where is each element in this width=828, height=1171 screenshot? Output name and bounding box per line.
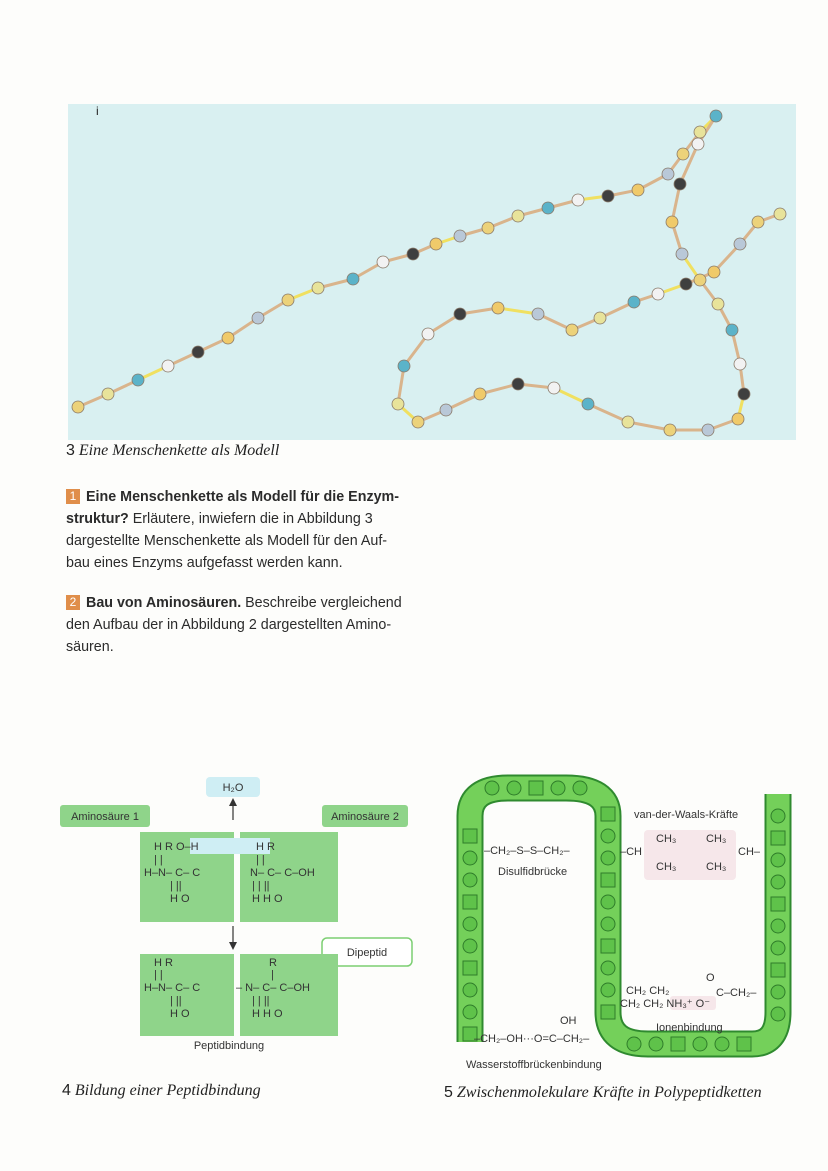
figure5-caption	[444, 1084, 762, 1102]
figure5-caption-number: 5	[444, 1084, 453, 1101]
human-chain-illustration	[68, 104, 796, 440]
task-2-line-1: den Aufbau der in Abbildung 2 dargestellten Amino-	[66, 617, 392, 633]
task-1-line-2: dargestellte Menschenkette als Modell für den Auf-	[66, 533, 388, 549]
task-1-line-1: Erläutere, inwiefern die in Abbildung 3	[128, 511, 373, 527]
chain-person	[774, 208, 786, 220]
amino-acid-bead	[485, 781, 499, 795]
chain-person	[582, 398, 594, 410]
amino-acid-bead	[601, 851, 615, 865]
chain-person	[512, 378, 524, 390]
amino-acid-bead	[627, 1037, 641, 1051]
amino-acid-bead	[771, 853, 785, 867]
figure4-caption-text: Bildung einer Peptidbindung	[74, 1082, 261, 1099]
dipeptide-right-row-5: H H O	[252, 1008, 283, 1020]
chain-person	[680, 278, 692, 290]
amino-acid-bead	[601, 807, 615, 821]
chain-person	[710, 110, 722, 122]
amino1-row-1: H R O–H	[154, 841, 199, 853]
amino2-row-5: H H O	[252, 893, 283, 905]
amino1-row-2: | |	[154, 854, 163, 866]
amino-acid-bead	[463, 873, 477, 887]
chain-person	[566, 324, 578, 336]
chain-person	[652, 288, 664, 300]
chain-person	[430, 238, 442, 250]
human-chain-figure	[68, 104, 796, 440]
chain-person	[222, 332, 234, 344]
chain-person	[734, 358, 746, 370]
amino-acid-bead	[601, 1005, 615, 1019]
corner-mark: i	[96, 104, 99, 118]
chain-person	[602, 190, 614, 202]
chain-person	[392, 398, 404, 410]
wasserstoff-label: Wasserstoffbrückenbindung	[466, 1059, 602, 1071]
chain-person	[492, 302, 504, 314]
amino-acid-bead	[601, 829, 615, 843]
chain-person	[398, 360, 410, 372]
chain-person	[734, 238, 746, 250]
chain-person	[454, 230, 466, 242]
amino-acid-bead	[771, 897, 785, 911]
ion-formula-top: CH₂ CH₂	[626, 985, 670, 997]
amino-acid-bead	[573, 781, 587, 795]
chain-person	[162, 360, 174, 372]
amino-acid-bead	[693, 1037, 707, 1051]
dipeptide-left-row-3: H–N– C– C	[144, 982, 201, 994]
amino-acid-bead	[771, 875, 785, 889]
dipeptide-left-row-5: H O	[170, 1008, 190, 1020]
chain-person	[132, 374, 144, 386]
chain-person	[412, 416, 424, 428]
chain-person	[662, 168, 674, 180]
chain-person	[702, 424, 714, 436]
chain-person	[676, 248, 688, 260]
amino-acid-bead	[463, 851, 477, 865]
task-2	[66, 592, 416, 658]
amino-acid-bead	[601, 895, 615, 909]
task-1-line-3: bau eines Enzyms aufgefasst werden kann.	[66, 555, 343, 571]
chain-person	[192, 346, 204, 358]
dipeptide-right-row-1: R	[269, 957, 277, 969]
chain-person	[666, 216, 678, 228]
amino-acid-bead	[507, 781, 521, 795]
amino-acid-bead	[771, 919, 785, 933]
vdw-right-bottom: CH₃	[706, 861, 727, 873]
human-chain-path	[72, 110, 786, 436]
chain-person	[732, 413, 744, 425]
chain-arm	[588, 404, 628, 422]
amino-acid-bead	[551, 781, 565, 795]
task-2-number: 2	[66, 595, 80, 610]
dipeptide-left-row-4: | ||	[170, 995, 182, 1007]
amino-acid-bead	[601, 939, 615, 953]
vdw-right-mid: CH–	[738, 846, 761, 858]
amino-acid-bead	[463, 939, 477, 953]
amino-acid-bead	[771, 941, 785, 955]
chain-person	[532, 308, 544, 320]
chain-person	[677, 148, 689, 160]
figure4-caption	[62, 1082, 261, 1100]
task-2-line-0: Beschreibe vergleichend	[241, 595, 402, 611]
chain-person	[752, 216, 764, 228]
chain-person	[674, 178, 686, 190]
arrow-down-head	[229, 942, 237, 950]
chain-person	[512, 210, 524, 222]
figure3-caption-number: 3	[66, 442, 75, 459]
dipeptide-right-row-4: | | ||	[252, 995, 270, 1007]
amino-acid-bead	[601, 983, 615, 997]
dipeptide-right-row-3: – N– C– C–OH	[236, 982, 310, 994]
disulfid-formula: –CH₂–S–S–CH₂–	[484, 845, 570, 857]
chain-person	[628, 296, 640, 308]
dipeptide-left-row-1: H R	[154, 957, 173, 969]
task-2-line-2: säuren.	[66, 639, 114, 655]
amino-acid-bead	[463, 1005, 477, 1019]
amino-acid-bead	[463, 983, 477, 997]
amino1-label: Aminosäure 1	[71, 811, 139, 823]
chain-person	[312, 282, 324, 294]
amino1-row-3: H–N– C– C	[144, 867, 201, 879]
chain-person	[712, 298, 724, 310]
chain-person	[664, 424, 676, 436]
peptidbindung-label: Peptidbindung	[193, 1040, 265, 1052]
polypeptide-forces-figure	[448, 774, 796, 1074]
amino-acid-bead	[649, 1037, 663, 1051]
figure4-caption-number: 4	[62, 1082, 71, 1099]
amino-acid-bead	[715, 1037, 729, 1051]
chain-person	[482, 222, 494, 234]
amino2-row-4: | | ||	[252, 880, 270, 892]
chain-person	[548, 382, 560, 394]
disulfid-label: Disulfidbrücke	[498, 866, 568, 878]
chain-person	[542, 202, 554, 214]
vdw-right-top: CH₃	[706, 833, 727, 845]
chain-person	[694, 126, 706, 138]
chain-person	[440, 404, 452, 416]
dipeptide-left-row-2: | |	[154, 969, 163, 981]
oh-label: OH	[560, 1015, 577, 1027]
amino-acid-bead	[771, 985, 785, 999]
water-label: H₂O	[222, 782, 244, 794]
chain-person	[422, 328, 434, 340]
hbond-formula: –CH₂–OH···O=C–CH₂–	[474, 1033, 590, 1045]
amino1-row-4: | ||	[170, 880, 182, 892]
ion-formula-o: O	[706, 972, 715, 984]
amino2-row-2: | |	[256, 854, 265, 866]
amino-acid-bead	[463, 895, 477, 909]
chain-person	[347, 273, 359, 285]
figure3-caption	[66, 442, 279, 460]
amino-acid-bead	[529, 781, 543, 795]
dipeptid-label: Dipeptid	[346, 947, 388, 959]
amino-acid-bead	[771, 831, 785, 845]
amino1-row-5: H O	[170, 893, 190, 905]
amino-acid-bead	[463, 961, 477, 975]
task-1-number: 1	[66, 489, 80, 504]
chain-person	[726, 324, 738, 336]
chain-person	[692, 138, 704, 150]
amino-acid-bead	[771, 963, 785, 977]
amino-acid-bead	[601, 873, 615, 887]
chain-person	[738, 388, 750, 400]
amino-acid-bead	[463, 829, 477, 843]
task-1-title-cont: struktur?	[66, 511, 129, 527]
task-2-title: Bau von Aminosäuren.	[86, 595, 242, 611]
peptide-bond-figure	[56, 770, 426, 1070]
amino-acid-bead	[671, 1037, 685, 1051]
chain-person	[252, 312, 264, 324]
chain-arm	[628, 422, 670, 430]
chain-person	[407, 248, 419, 260]
vdw-label: van-der-Waals-Kräfte	[634, 809, 739, 821]
chain-person	[454, 308, 466, 320]
amino-acid-bead	[601, 961, 615, 975]
dipeptide-right-row-2: |	[271, 969, 274, 981]
ionen-label: Ionenbindung	[656, 1022, 723, 1034]
amino-acid-bead	[771, 809, 785, 823]
amino2-row-3: N– C– C–OH	[250, 867, 315, 879]
ion-formula-bottom: CH₂ CH₂ NH₃⁺ O⁻	[620, 998, 711, 1010]
vdw-left-mid: –CH	[620, 846, 643, 858]
chain-person	[708, 266, 720, 278]
task-1	[66, 486, 416, 574]
chain-person	[594, 312, 606, 324]
chain-person	[622, 416, 634, 428]
task-1-title: Eine Menschenkette als Modell für die Enzym-	[86, 489, 400, 505]
chain-person	[102, 388, 114, 400]
chain-person	[377, 256, 389, 268]
arrow-up-head	[229, 798, 237, 806]
amino-acid-bead	[737, 1037, 751, 1051]
chain-person	[72, 401, 84, 413]
vdw-left-bottom: CH₃	[656, 861, 677, 873]
amino2-label: Aminosäure 2	[331, 811, 399, 823]
amino-acid-bead	[463, 917, 477, 931]
chain-person	[694, 274, 706, 286]
amino2-row-1: H R	[256, 841, 275, 853]
figure5-caption-text: Zwischenmolekulare Kräfte in Polypeptidketten	[456, 1084, 762, 1101]
ion-formula-c: C–CH₂–	[716, 987, 757, 999]
chain-person	[474, 388, 486, 400]
amino-acid-bead	[601, 917, 615, 931]
chain-person	[632, 184, 644, 196]
chain-person	[282, 294, 294, 306]
figure3-caption-text: Eine Menschenkette als Modell	[78, 442, 280, 459]
vdw-left-top: CH₃	[656, 833, 677, 845]
amino-acid-bead	[771, 1007, 785, 1021]
chain-person	[572, 194, 584, 206]
amino-acid-beads	[463, 781, 785, 1051]
